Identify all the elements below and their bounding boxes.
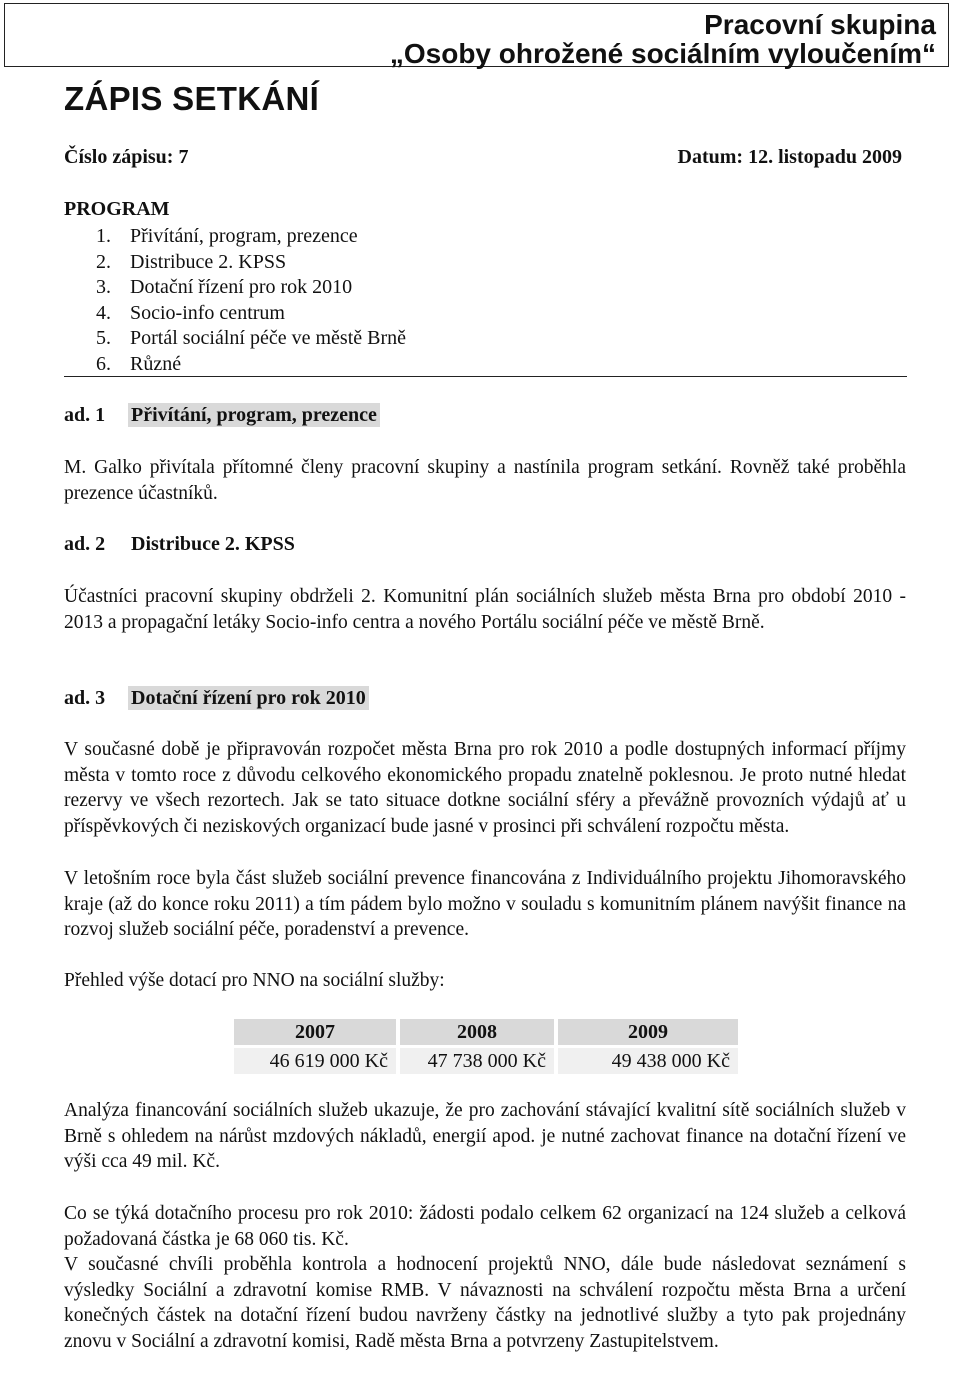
section-3-paragraph-analysis: Analýza financování sociálních služeb ukazuje, že pro zachování stávající kvalitní sítě sociálních služeb v Brně s ohledem na nárůst mzdových nákladů, energií apod. je nutné zachovat finance na dotační řízení ve výši cca 49 mil. Kč. bbox=[64, 1100, 906, 1173]
table-cell: 49 438 000 Kč bbox=[558, 1048, 738, 1074]
program-item: 6. Různé bbox=[96, 352, 182, 375]
section-2-paragraph: Účastníci pracovní skupiny obdrželi 2. Komunitní plán sociálních služeb města Brna pro období 2010 - 2013 a propagační letáky Socio-info centra a nového Portálu sociální péče ve městě Brně. bbox=[64, 586, 906, 633]
program-item: 2. Distribuce 2. KPSS bbox=[96, 250, 287, 273]
program-item: 1. Přivítání, program, prezence bbox=[96, 225, 358, 247]
meeting-date: Datum: 12. listopadu 2009 bbox=[677, 146, 902, 168]
table-header-cell: 2008 bbox=[400, 1019, 554, 1045]
section-heading-2: ad. 2 Distribuce 2. KPSS bbox=[64, 533, 295, 555]
working-group-label: Pracovní skupina bbox=[704, 9, 936, 40]
section-3-paragraph-prevention: V letošním roce byla část služeb sociální prevence financována z Individuálního projektu Jihomoravského kraje (až do konce roku 2011) a tím pádem bylo možno v souladu s komunitním plánem navýšit finance na rozvoj služeb sociální péče, poradenství a prevence. bbox=[64, 868, 906, 941]
table-header-cell: 2007 bbox=[234, 1019, 396, 1045]
section-heading-1: ad. 1 Přivítání, program, prezence bbox=[64, 404, 380, 427]
subsidy-overview-label: Přehled výše dotací pro NNO na sociální služby: bbox=[64, 970, 445, 991]
program-heading: PROGRAM bbox=[64, 198, 170, 220]
program-item: 4. Socio-info centrum bbox=[96, 301, 285, 324]
table-cell: 47 738 000 Kč bbox=[400, 1048, 554, 1074]
record-number: Číslo zápisu: 7 bbox=[64, 146, 189, 168]
table-cell: 46 619 000 Kč bbox=[234, 1048, 396, 1074]
section-heading-3: ad. 3 Dotační řízení pro rok 2010 bbox=[64, 687, 369, 710]
table-header-row bbox=[234, 1019, 738, 1045]
document-title: ZÁPIS SETKÁNÍ bbox=[64, 80, 320, 117]
section-3-paragraph-process: Co se týká dotačního procesu pro rok 2010: žádosti podalo celkem 62 organizací na 124 služeb a celková požadovaná částka je 68 060 tis. Kč. bbox=[64, 1203, 906, 1250]
table-header-cell: 2009 bbox=[558, 1019, 738, 1045]
section-1-paragraph: M. Galko přivítala přítomné členy pracovní skupiny a nastínila program setkání. Rovněž také proběhla prezence účastníků. bbox=[64, 457, 906, 504]
table-row bbox=[234, 1048, 738, 1074]
working-group-name: „Osoby ohrožené sociálním vyloučením“ bbox=[389, 38, 936, 69]
program-item: 3. Dotační řízení pro rok 2010 bbox=[96, 276, 353, 298]
section-3-paragraph-budget: V současné době je připravován rozpočet města Brna pro rok 2010 a podle dostupných informací příjmy města v tomto roce z důvodu celkového ekonomického propadu znatelně poklesnou. Je proto nutné hledat rezervy ve všech rezortech. Jak se tato situace dotkne sociální sféry a převážně provozních výdajů ať u příspěvkových či neziskových organizací bude jasné v prosinci při schválení rozpočtu města. bbox=[64, 739, 906, 837]
header-box bbox=[4, 3, 949, 67]
subsidy-table bbox=[230, 1016, 742, 1077]
program-item: 5. Portál sociální péče ve městě Brně bbox=[96, 327, 407, 349]
program-list bbox=[96, 224, 406, 377]
divider-line bbox=[64, 376, 907, 377]
section-3-paragraph-next-steps: V současné chvíli proběhla kontrola a hodnocení projektů NNO, dále bude následovat seznámení s výsledky Sociální a zdravotní komise RMB. V návaznosti na schválení rozpočtu města Brna a určení konečných částek na dotační řízení budou navrženy částky na jednotlivé služby a tyto pak projednány znovu v Sociální a zdravotní komisi, Radě města Brna a potvrzeny Zastupitelstvem. bbox=[64, 1254, 906, 1352]
